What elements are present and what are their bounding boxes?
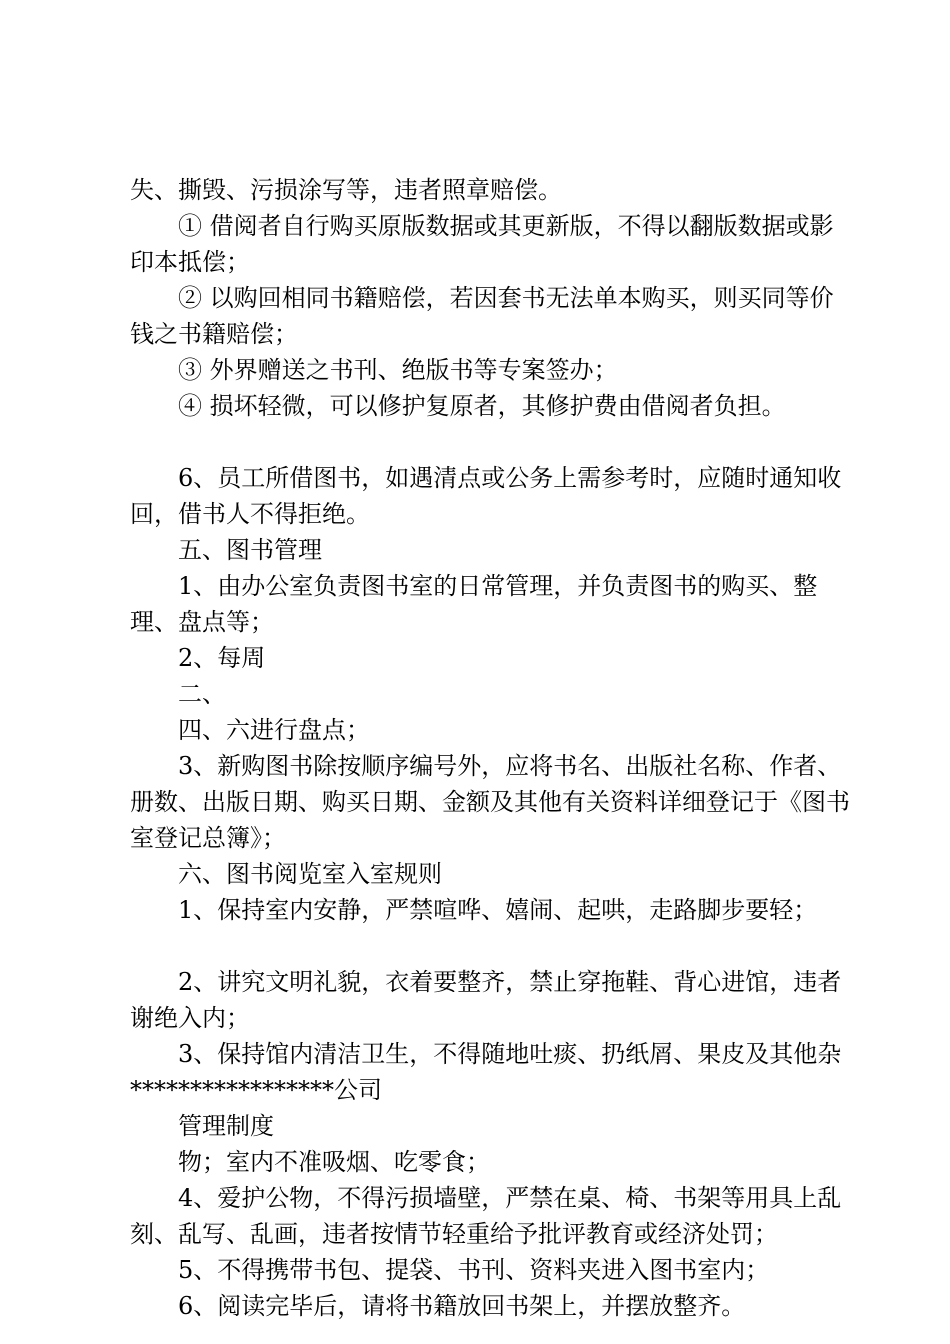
paragraph-item-3: ③ 外界赠送之书刊、绝版书等专案签办； (178, 356, 618, 384)
paragraph-rule-6: 6、员工所借图书，如遇清点或公务上需参考时，应随时通知收回，借书人不得拒绝。 (130, 464, 842, 528)
paragraph-management-2: 2、每周 (178, 644, 266, 672)
paragraph-fragment-four-six: 四、六进行盘点； (178, 716, 370, 744)
paragraph-reading-rule-5: 5、不得携带书包、提袋、书刊、资料夹进入图书室内； (178, 1256, 770, 1284)
blank-line (130, 928, 850, 964)
section-heading-book-management: 五、图书管理 (178, 536, 322, 564)
paragraph-compensation-intro: 失、撕毁、污损涂写等，违者照章赔偿。 (130, 176, 562, 204)
paragraph-item-4: ④ 损坏轻微，可以修护复原者，其修护费由借阅者负担。 (178, 392, 786, 420)
paragraph-fragment-two: 二、 (178, 680, 226, 708)
section-heading-reading-room-rules: 六、图书阅览室入室规则 (178, 860, 442, 888)
paragraph-header-artifact: 管理制度 (178, 1112, 274, 1140)
paragraph-management-3: 3、新购图书除按顺序编号外，应将书名、出版社名称、作者、册数、出版日期、购买日期、金额及其他有关资料详细登记于《图书室登记总簿》； (130, 752, 850, 852)
paragraph-reading-rule-4: 4、爱护公物，不得污损墙壁，严禁在桌、椅、书架等用具上乱刻、乱写、乱画，违者按情节轻重给予批评教育或经济处罚； (130, 1184, 842, 1248)
paragraph-reading-rule-2: 2、讲究文明礼貌，衣着要整齐，禁止穿拖鞋、背心进馆，违者谢绝入内； (130, 968, 842, 1032)
document-body (130, 172, 850, 1324)
paragraph-reading-rule-6: 6、阅读完毕后，请将书籍放回书架上，并摆放整齐。 (178, 1292, 746, 1320)
paragraph-reading-rule-1: 1、保持室内安静，严禁喧哗、嬉闹、起哄，走路脚步要轻； (178, 896, 818, 924)
paragraph-management-1: 1、由办公室负责图书室的日常管理，并负责图书的购买、整理、盘点等； (130, 572, 818, 636)
blank-line (130, 424, 850, 460)
paragraph-reading-rule-3-cont: 物；室内不准吸烟、吃零食； (178, 1148, 490, 1176)
paragraph-item-1: ① 借阅者自行购买原版数据或其更新版，不得以翻版数据或影印本抵偿； (130, 212, 834, 276)
paragraph-reading-rule-3: 3、保持馆内清洁卫生，不得随地吐痰、扔纸屑、果皮及其他杂*****************公司 (130, 1040, 842, 1104)
paragraph-item-2: ② 以购回相同书籍赔偿，若因套书无法单本购买，则买同等价钱之书籍赔偿； (130, 284, 834, 348)
